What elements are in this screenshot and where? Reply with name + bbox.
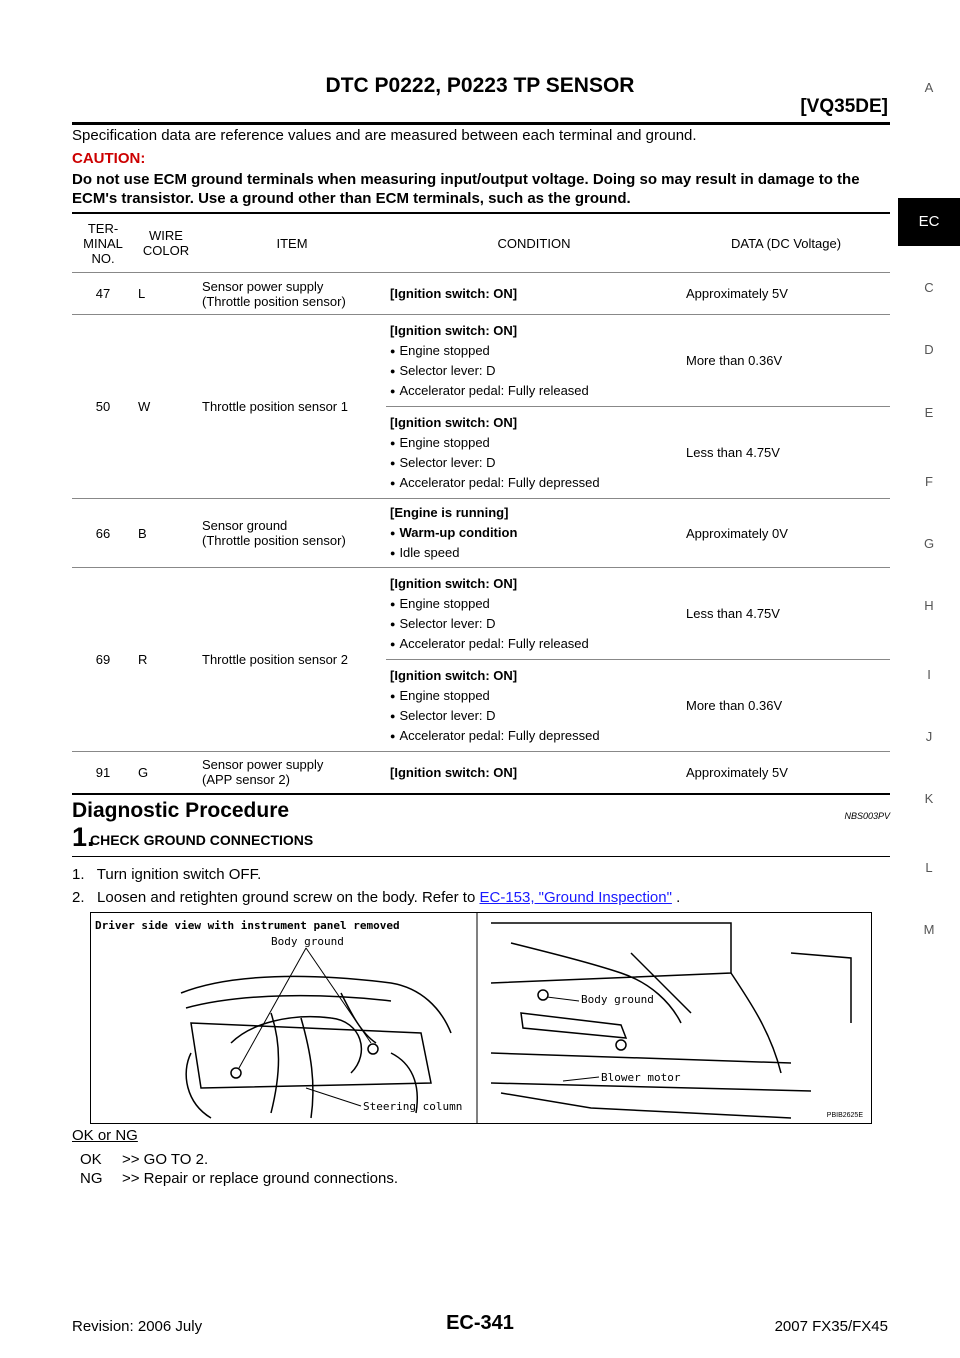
item-cell: Throttle position sensor 2 (198, 568, 386, 752)
page-title: DTC P0222, P0223 TP SENSOR (325, 74, 635, 97)
wire-color: B (134, 499, 198, 568)
diagnostic-heading: Diagnostic Procedure (72, 799, 290, 822)
step-instruction-2-text: 2. Loosen and retighten ground screw on the body. Refer to (72, 889, 480, 906)
section-tab-e[interactable]: E (924, 405, 934, 420)
section-tab-i[interactable]: I (927, 667, 931, 682)
terminal-no: 47 (72, 273, 134, 315)
footer-model: 2007 FX35/FX45 (774, 1318, 888, 1335)
condition-bullet: ● Accelerator pedal: Fully released (390, 636, 678, 651)
data-value: Approximately 5V (682, 752, 890, 794)
terminal-no: 50 (72, 315, 134, 499)
condition-bullet: ● Accelerator pedal: Fully released (390, 383, 678, 398)
item-cell: Throttle position sensor 1 (198, 315, 386, 499)
condition-head: [Ignition switch: ON] (390, 286, 518, 301)
engine-subtitle: [VQ35DE] (800, 96, 888, 117)
figure-code: PBIB2625E (826, 1112, 863, 1119)
table-row (72, 752, 890, 794)
label-body-ground-left: Body ground (271, 935, 344, 948)
header-wire-color: WIRE COLOR (134, 213, 198, 273)
condition-bullet: ● Engine stopped (390, 343, 678, 358)
caution-text: Do not use ECM ground terminals when measuring input/output voltage. Doing so may result in damage to the ECM's transistor. Use a ground other than ECM terminals, such as the ground. (72, 171, 860, 207)
data-value: Less than 4.75V (682, 568, 890, 660)
condition-bullet: ● Engine stopped (390, 688, 678, 703)
section-tab-g[interactable]: G (923, 536, 935, 551)
ground-inspection-link[interactable]: EC-153, "Ground Inspection" (479, 889, 672, 906)
ng-text: >> Repair or replace ground connections. (122, 1170, 399, 1187)
figure-left-title: Driver side view with instrument panel removed (95, 919, 400, 932)
right-leader-lines (547, 997, 599, 1081)
section-tab-l[interactable]: L (925, 860, 933, 875)
condition-bullet: ● Selector lever: D (390, 616, 678, 631)
header-data: DATA (DC Voltage) (682, 213, 890, 273)
diagnostic-code: NBS003PV (844, 811, 890, 821)
step-instruction-2 (72, 889, 680, 906)
label-blower-motor: Blower motor (601, 1071, 681, 1084)
section-tab-d[interactable]: D (924, 342, 934, 357)
section-tab-f[interactable]: F (925, 474, 933, 489)
condition-bullet: ● Engine stopped (390, 435, 678, 450)
table-row (72, 568, 890, 660)
wire-color: G (134, 752, 198, 794)
condition-head: [Ignition switch: ON] (390, 414, 518, 430)
step-rule (72, 856, 890, 857)
condition-bullet: ● Selector lever: D (390, 363, 678, 378)
header-rule (72, 122, 890, 125)
condition-head: [Ignition switch: ON] (390, 322, 518, 338)
ok-key: OK (80, 1151, 102, 1168)
section-tab-k[interactable]: K (924, 791, 934, 806)
table-row (72, 315, 890, 407)
ng-result (80, 1170, 398, 1187)
header-terminal: TER- MINAL NO. (72, 213, 134, 273)
ground-location-figure (90, 912, 872, 1124)
ng-key: NG (80, 1170, 103, 1187)
condition-bullet: ● Accelerator pedal: Fully depressed (390, 475, 678, 490)
condition-bullet: ● Selector lever: D (390, 455, 678, 470)
data-value: Approximately 0V (682, 499, 890, 568)
condition-head: [Ignition switch: ON] (390, 667, 518, 683)
section-tab-ec[interactable]: EC (898, 198, 960, 246)
wire-color: W (134, 315, 198, 499)
step-instruction-1: 1. Turn ignition switch OFF. (72, 866, 262, 883)
header-item: ITEM (198, 213, 386, 273)
terminal-no: 91 (72, 752, 134, 794)
figure-drawing (91, 913, 871, 1123)
wire-color: R (134, 568, 198, 752)
terminal-no: 66 (72, 499, 134, 568)
table-row (72, 273, 890, 315)
label-body-ground-right: Body ground (581, 993, 654, 1006)
item-cell: Sensor power supply (APP sensor 2) (198, 752, 386, 794)
ok-result (80, 1151, 208, 1168)
terminal-spec-table (72, 212, 890, 795)
label-steering-column: Steering column (363, 1100, 463, 1113)
item-cell: Sensor power supply (Throttle position sensor) (198, 273, 386, 315)
data-value: More than 0.36V (682, 315, 890, 407)
condition-head: [Ignition switch: ON] (390, 575, 518, 591)
section-tab-j[interactable]: J (925, 729, 933, 744)
terminal-no: 69 (72, 568, 134, 752)
ok-or-ng-label: OK or NG (72, 1127, 138, 1144)
condition-bullet: ● Accelerator pedal: Fully depressed (390, 728, 678, 743)
step-title: CHECK GROUND CONNECTIONS (90, 832, 314, 848)
wire-color: L (134, 273, 198, 315)
item-cell: Sensor ground (Throttle position sensor) (198, 499, 386, 568)
condition-head: [Ignition switch: ON] (390, 764, 518, 780)
section-tab-m[interactable]: M (923, 922, 935, 937)
condition-bullet: ● Warm-up condition (390, 525, 678, 540)
data-value: More than 0.36V (682, 660, 890, 752)
section-tab-c[interactable]: C (924, 280, 934, 295)
footer-revision: Revision: 2006 July (72, 1318, 203, 1335)
left-illustration (181, 976, 451, 1118)
ok-text: >> GO TO 2. (122, 1151, 209, 1168)
data-value: Approximately 5V (682, 273, 890, 315)
section-tab-h[interactable]: H (924, 598, 934, 613)
condition-bullet: ● Engine stopped (390, 596, 678, 611)
footer-page-number: EC-341 (446, 1312, 514, 1334)
step-number: 1. (72, 822, 95, 852)
data-value: Less than 4.75V (682, 407, 890, 499)
condition-head: [Engine is running] (390, 505, 509, 520)
caution-label: CAUTION: (72, 150, 146, 167)
right-illustration (491, 923, 851, 1118)
table-header-row (72, 213, 890, 273)
table-row (72, 499, 890, 568)
step-instruction-2-suffix: . (671, 889, 681, 906)
condition-bullet: ● Idle speed (390, 545, 678, 560)
condition-bullet: ● Selector lever: D (390, 708, 678, 723)
header-condition: CONDITION (386, 213, 682, 273)
section-tab-a[interactable]: A (924, 80, 934, 95)
spec-note: Specification data are reference values and are measured between each terminal and ground. (72, 127, 697, 144)
